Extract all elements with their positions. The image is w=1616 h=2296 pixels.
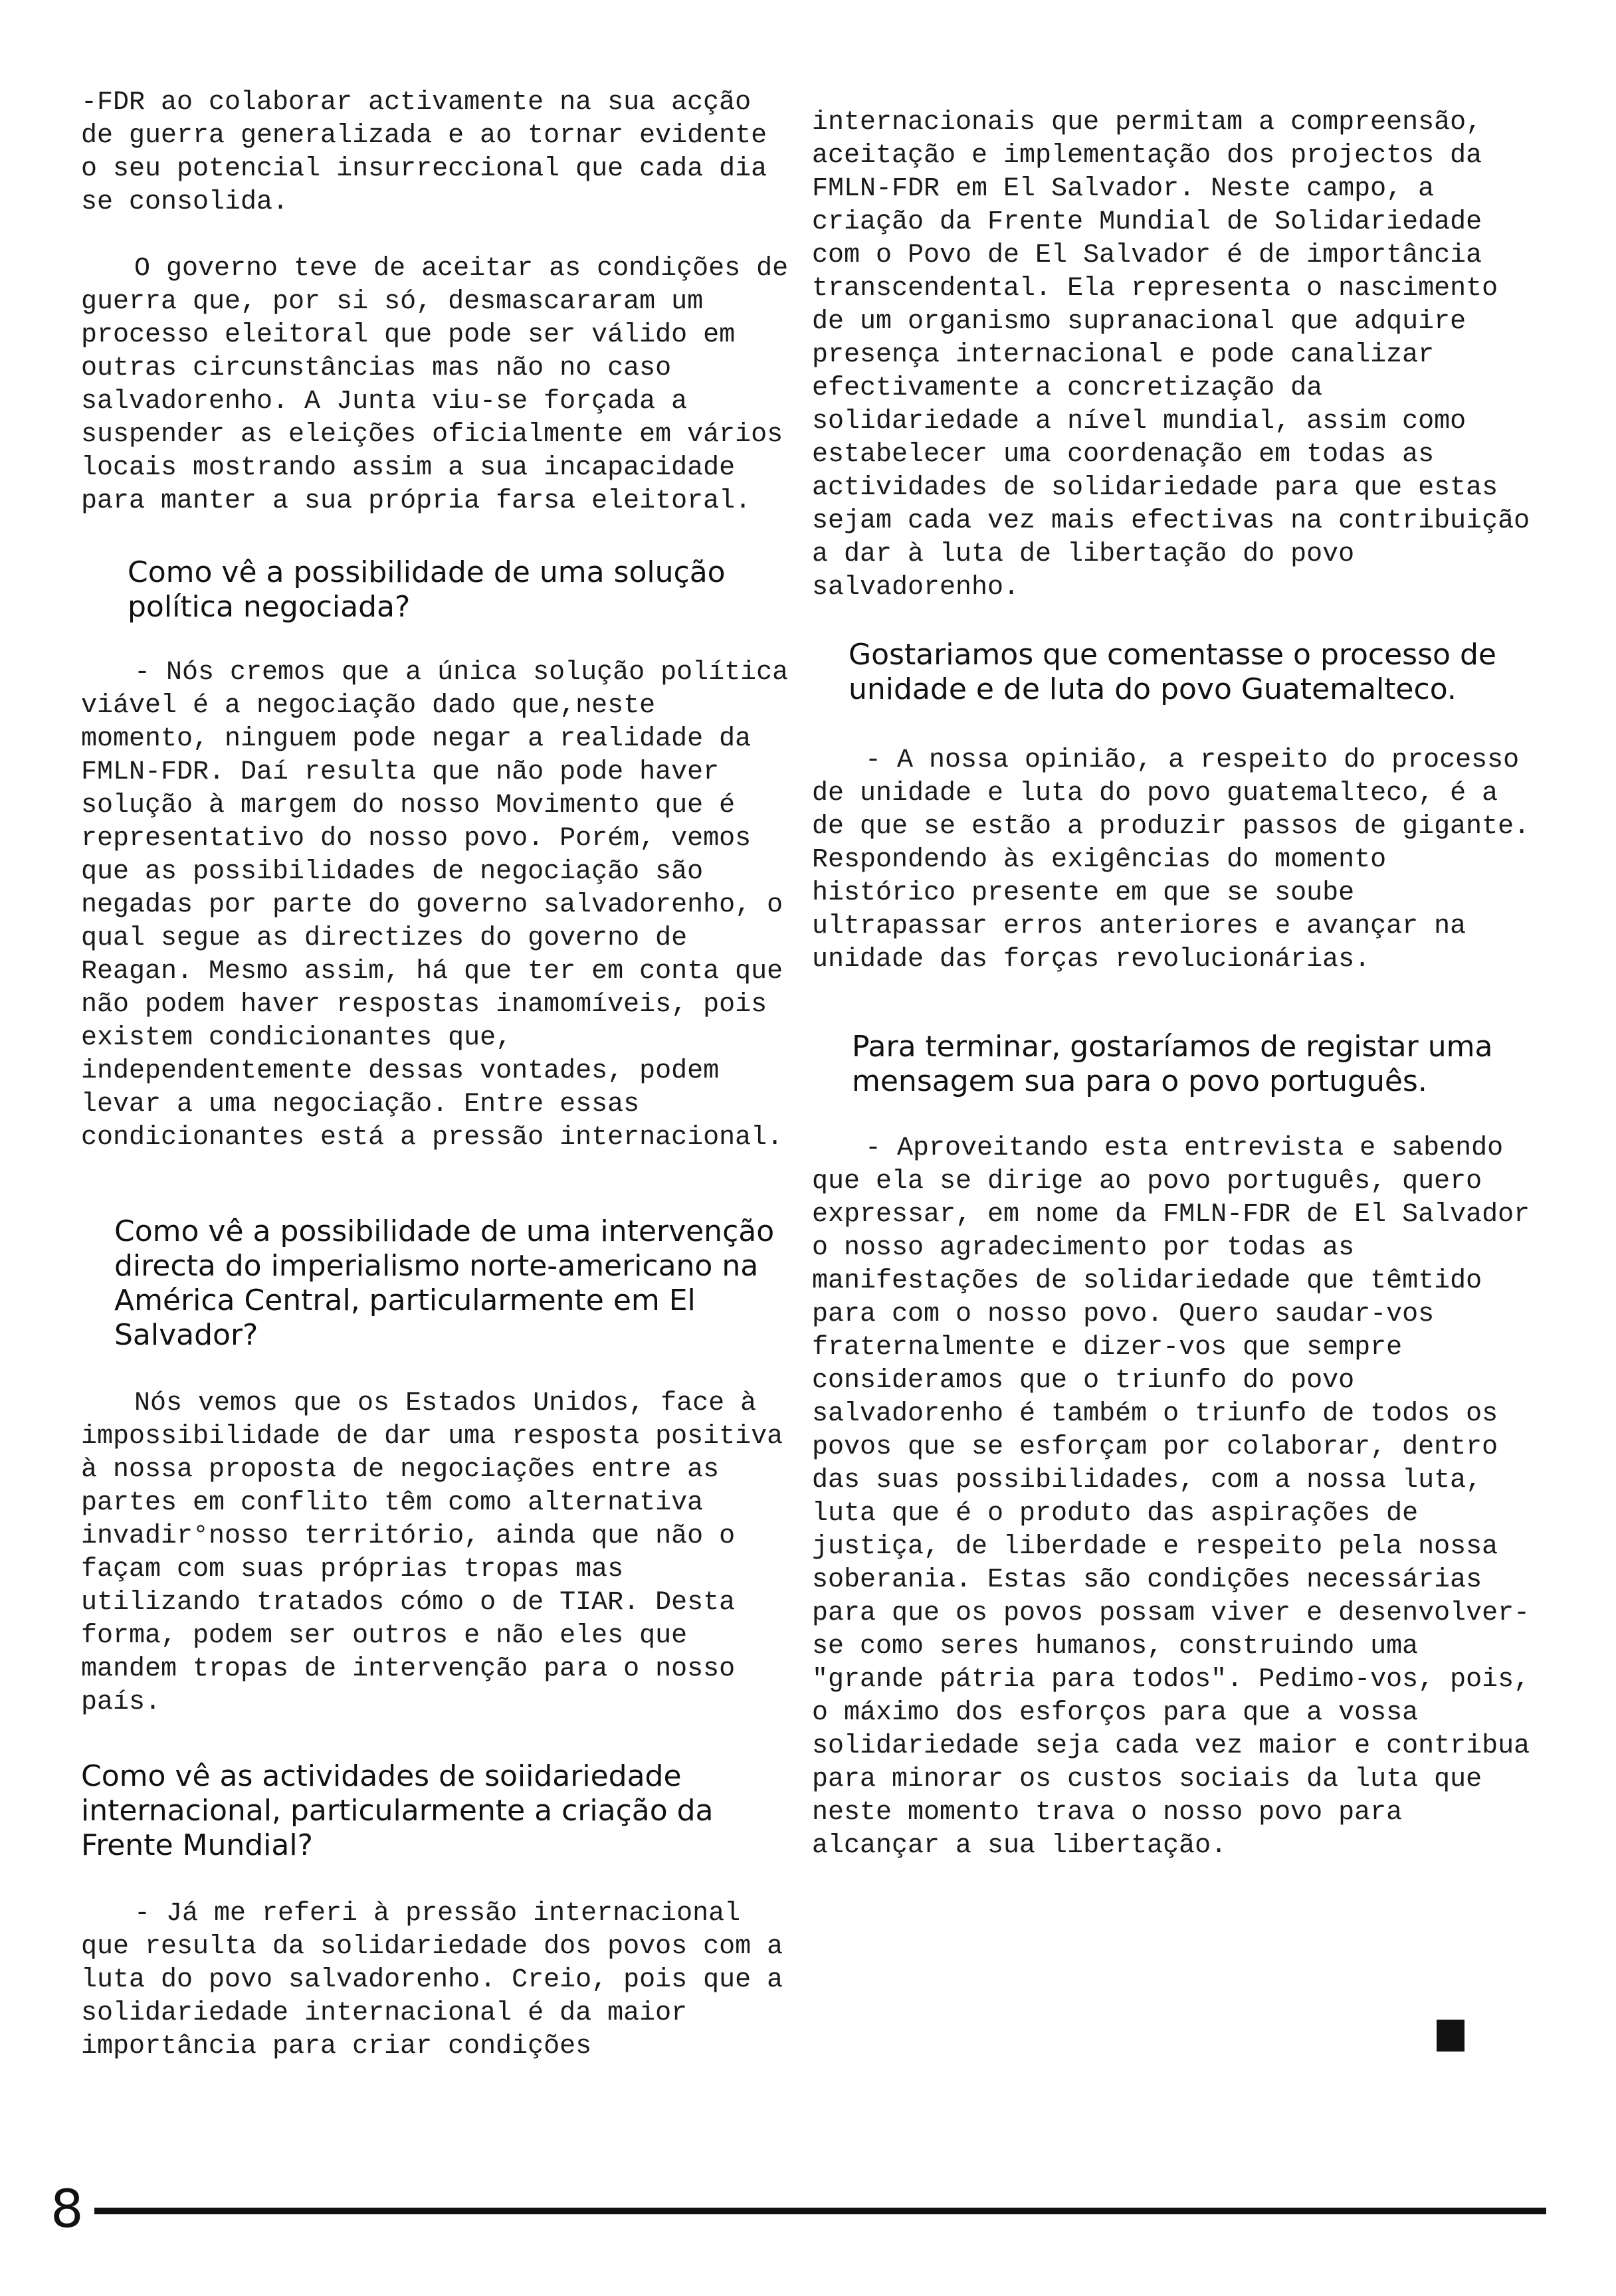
end-of-article-mark: [1437, 2020, 1464, 2052]
answer-portuguese-message: - Aproveitando esta entrevista e sabendo que ela se dirige ao povo português, quero expressar, em nome da FMLN-FDR de El Salvador o nosso agradecimento por todas as manifestações de solidariedade que têmtido para com o nosso povo. Quero saudar-vos fraternalmente e dizer-vos que sempre consideramos que o triunfo do povo salvadorenho é também o triunfo de todos os povos que se esforçam por colaborar, dentro das suas possibilidades, com a nossa luta, luta que é o produto das aspirações de justiça, de liberdade e respeito pela nossa soberania. Estas são condições necessárias para que os povos possam viver e desenvolver-se como seres humanos, construindo uma "grande pátria para todos". Pedimo-vos, pois, o máximo dos esforços para que a vossa solidariedade seja cada vez maior e contribua para minorar os custos sociais da luta que neste momento trava o nosso povo para alcançar a sua libertação.: [812, 1133, 1530, 1861]
question-guatemala: Gostariamos que comentasse o processo de unidade e de luta do povo Guatemalteco.: [849, 638, 1496, 706]
answer-negotiated-solution: - Nós cremos que a única solução política viável é a negociação dado que,neste momento, ninguem pode negar a realidade da FMLN-FDR. Daí resulta que não pode haver solução à margem do nosso Movimento que é representativo do nosso povo. Porém, vemos que as possibilidades de negociação são negadas por parte do governo salvadorenho, o qual segue as directizes do governo de Reagan. Mesmo assim, há que ter em conta que não podem haver respostas inamomíveis, pois existem condicionantes que, independentemente dessas vontades, podem levar a uma negociação. Entre essas condicionantes está a pressão internacional.: [81, 658, 789, 1153]
question-us-intervention: Como vê a possibilidade de uma intervenção directa do imperialismo norte-americano na América Central, particularmente em El Salvador?: [114, 1214, 775, 1352]
question-portuguese-message: Para terminar, gostaríamos de registar uma mensagem sua para o povo português.: [852, 1030, 1493, 1098]
footer-rule: [94, 2208, 1546, 2214]
answer-guatemala: - A nossa opinião, a respeito do processo de unidade e luta do povo guatemalteco, é a de que se estão a produzir passos de gigante. Respondendo às exigências do momento histórico presente em que se soube ultrapassar erros anteriores e avançar na unidade das forças revolucionárias.: [812, 745, 1530, 975]
answer-international-solidarity-continued: internacionais que permitam a compreensão, aceitação e implementação dos projectos da FMLN-FDR em El Salvador. Neste campo, a criação da Frente Mundial de Solidariedade com o Povo de El Salvador é de importância transcendental. Ela representa o nascimento de um organismo supranacional que adquire presença internacional e pode canalizar efectivamente a concretização da solidariedade a nível mundial, assim como estabelecer uma coordenação em todas as actividades de solidariedade para que estas sejam cada vez mais efectivas na contribuição a dar à luta de libertação do povo salvadorenho.: [812, 108, 1530, 603]
page-number: 8: [50, 2180, 84, 2240]
answer-international-solidarity: - Já me referi à pressão internacional que resulta da solidariedade dos povos com a luta do povo salvadorenho. Creio, pois que a solidariedade internacional é da maior importância para criar condições: [81, 1899, 783, 2061]
question-international-solidarity: Como vê as actividades de soiidariedade internacional, particularmente a criação da Frente Mundial?: [81, 1759, 714, 1862]
intro-paragraph-elections: O governo teve de aceitar as condições de guerra que, por si só, desmascararam um processo eleitoral que pode ser válido em outras circunstâncias mas não no caso salvadorenho. A Junta viu-se forçada a suspender as eleições oficialmente em vários locais mostrando assim a sua incapacidade para manter a sua própria farsa eleitoral.: [81, 254, 789, 516]
right-column: [812, 106, 1536, 1863]
question-negotiated-solution: Como vê a possibilidade de uma solução política negociada?: [128, 555, 726, 624]
left-column: [81, 86, 799, 2063]
answer-us-intervention: Nós vemos que os Estados Unidos, face à impossibilidade de dar uma resposta positiva à nossa proposta de negociações entre as partes em conflito têm como alternativa invadir°nosso território, ainda que não o façam com suas próprias tropas mas utilizando tratados cómo o de TIAR. Desta forma, podem ser outros e não eles que mandem tropas de intervenção para o nosso país.: [81, 1388, 783, 1717]
intro-paragraph-continued: -FDR ao colaborar activamente na sua acção de guerra generalizada e ao tornar evidente o seu potencial insurreccional que cada dia se consolida.: [81, 88, 767, 217]
